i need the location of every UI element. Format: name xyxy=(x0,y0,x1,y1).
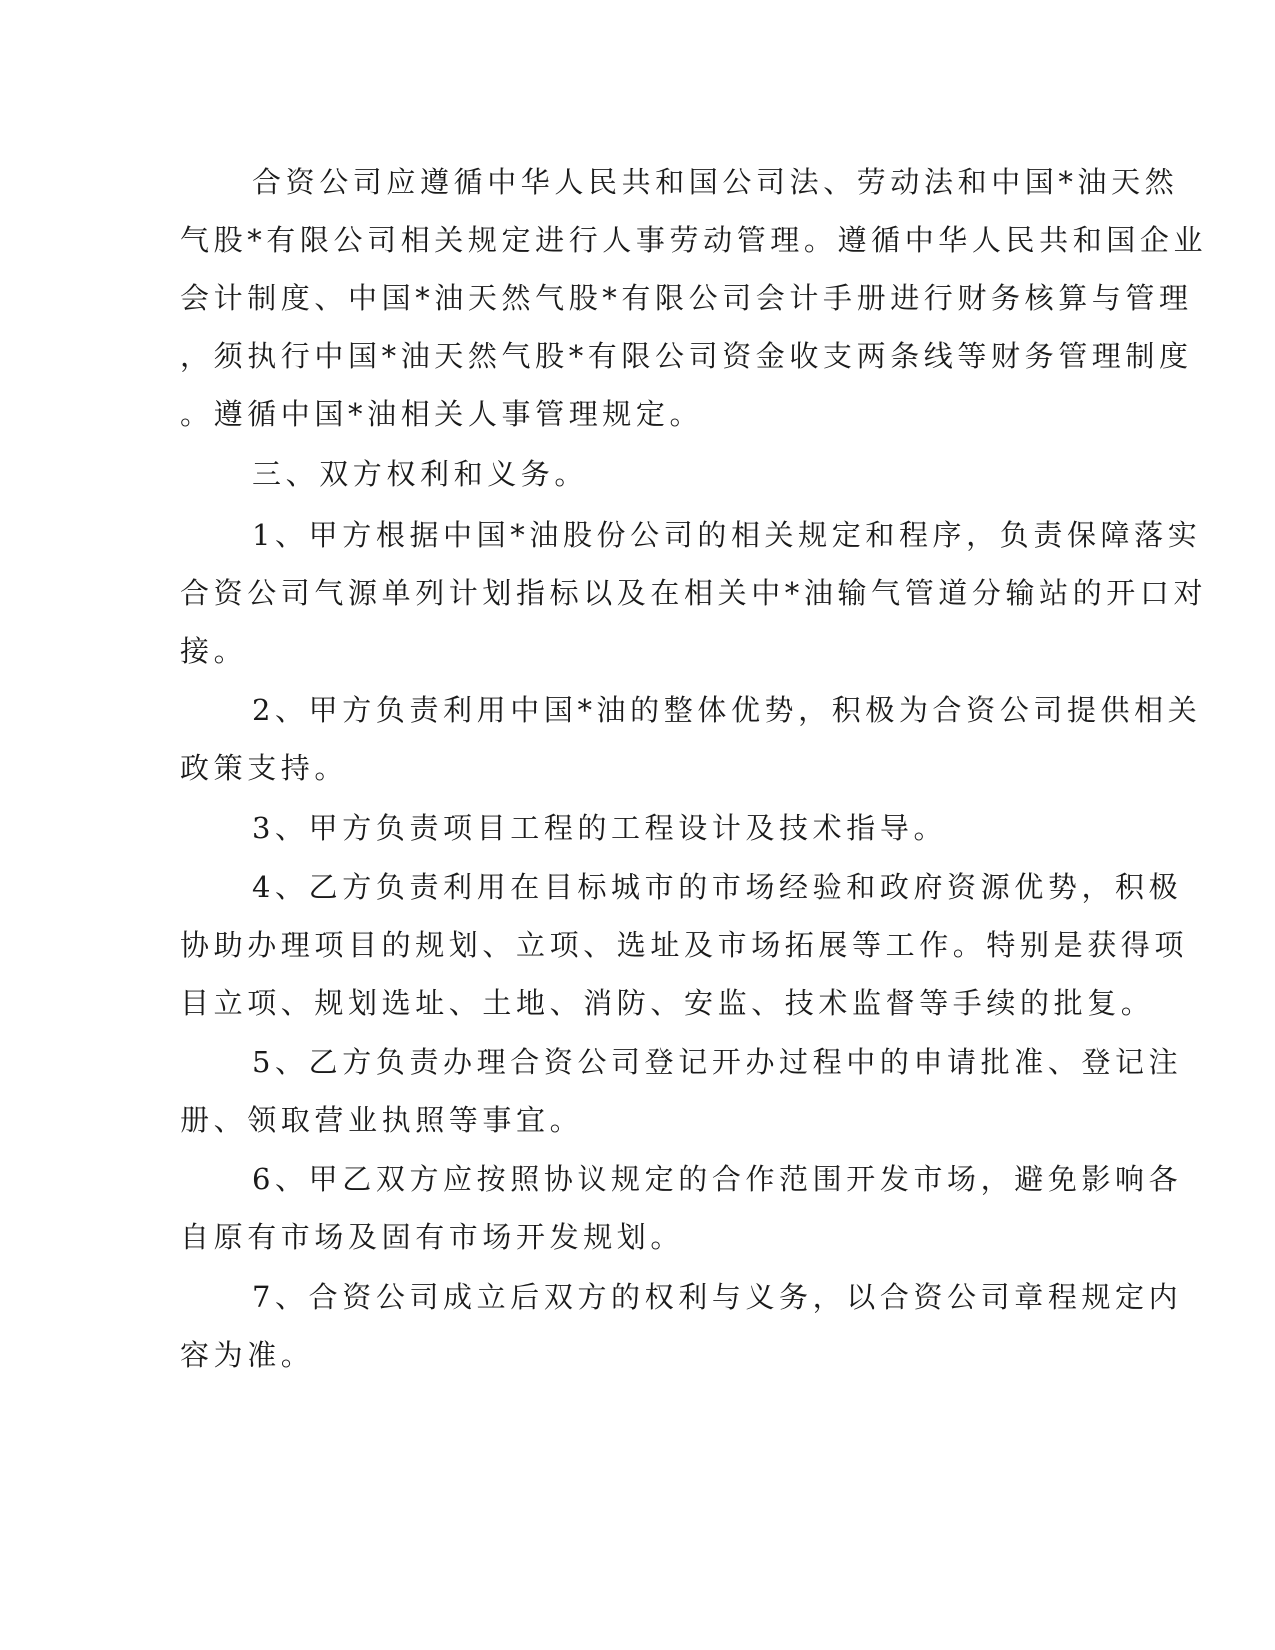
text-line: 合资公司应遵循中华人民共和国公司法、劳动法和中国*油天然 xyxy=(252,165,1179,199)
text-line: 协助办理项目的规划、立项、选址及市场拓展等工作。特别是获得项 xyxy=(180,928,1189,962)
text-line: ，须执行中国*油天然气股*有限公司资金收支两条线等财务管理制度 xyxy=(180,339,1193,373)
text-line: 三、双方权利和义务。 xyxy=(252,457,589,491)
text-line: 。遵循中国*油相关人事管理规定。 xyxy=(180,397,704,431)
text-line: 1、甲方根据中国*油股份公司的相关规定和程序，负责保障落实 xyxy=(252,518,1202,552)
text-line: 2、甲方负责利用中国*油的整体优势，积极为合资公司提供相关 xyxy=(252,693,1202,727)
text-line: 5、乙方负责办理合资公司登记开办过程中的申请批准、登记注 xyxy=(252,1045,1183,1079)
text-line: 6、甲乙双方应按照协议规定的合作范围开发市场，避免影响各 xyxy=(252,1162,1183,1196)
text-line: 7、合资公司成立后双方的权利与义务，以合资公司章程规定内 xyxy=(252,1280,1183,1314)
text-line: 气股*有限公司相关规定进行人事劳动管理。遵循中华人民共和国企业 xyxy=(180,223,1208,257)
text-line: 目立项、规划选址、土地、消防、安监、技术监督等手续的批复。 xyxy=(180,986,1155,1020)
text-line: 3、甲方负责项目工程的工程设计及技术指导。 xyxy=(252,811,948,845)
text-line: 会计制度、中国*油天然气股*有限公司会计手册进行财务核算与管理 xyxy=(180,281,1193,315)
text-line: 合资公司气源单列计划指标以及在相关中*油输气管道分输站的开口对 xyxy=(180,576,1208,610)
text-line: 册、领取营业执照等事宜。 xyxy=(180,1103,584,1137)
text-line: 接。 xyxy=(180,634,248,668)
text-line: 政策支持。 xyxy=(180,751,349,785)
text-line: 4、乙方负责利用在目标城市的市场经验和政府资源优势，积极 xyxy=(252,870,1183,904)
text-line: 容为准。 xyxy=(180,1338,315,1372)
text-line: 自原有市场及固有市场开发规划。 xyxy=(180,1220,685,1254)
